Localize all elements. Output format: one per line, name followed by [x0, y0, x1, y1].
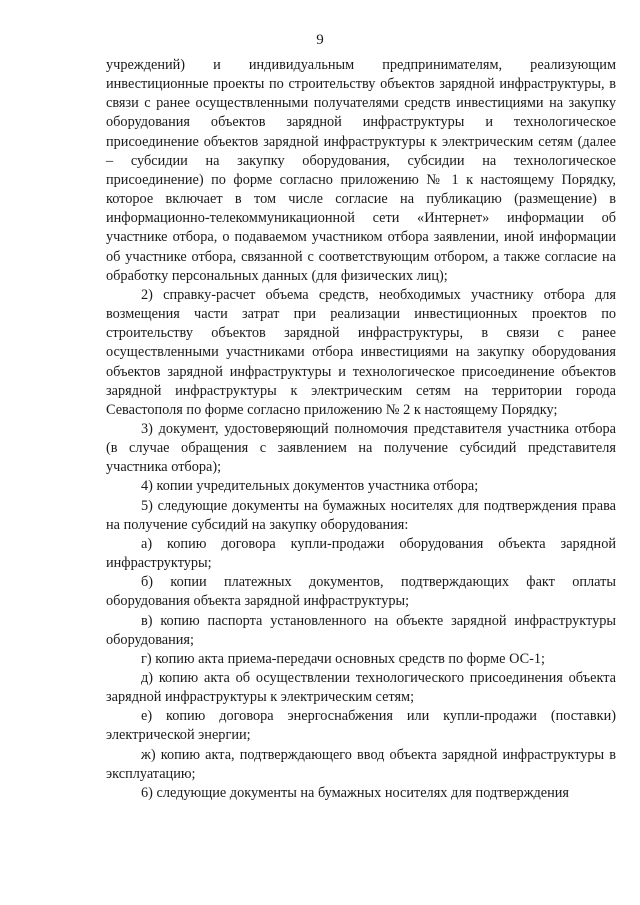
- document-body: [106, 56, 616, 803]
- paragraph-item-6: 6) следующие документы на бумажных носителях для подтверждения: [141, 784, 569, 801]
- subitem-a: а) копию договора купли-продажи оборудования объекта зарядной инфраструктуры;: [106, 535, 616, 572]
- subitem-d: д) копию акта об осуществлении технологического присоединения объекта зарядной инфраструктуры к электрическим сетям;: [106, 670, 616, 706]
- paragraph-item-5: 5) следующие документы на бумажных носителях для подтверждения права на получение субсидий на закупку оборудования:: [106, 497, 616, 533]
- paragraph-continuation: учреждений) и индивидуальным предпринимателям, реализующим инвестиционные проекты по строительству объектов зарядной инфраструктуры, в связи с ранее осуществленными получателями средств инвестициями на закупку оборудования объектов зарядной инфраструктуры и технологическое присоединение объектов зарядной инфраструктуры к электрическим сетям (далее – субсидии на закупку оборудования, субсидии на технологическое присоединение) по форме согласно приложению № 1 к настоящему Порядку, которое включает в том числе согласие на публикацию (размещение) в информационно-телекоммуникационной сети «Интернет» информации об участнике отбора, о подаваемом участником отбора заявлении, иной информации об участнике отбора, связанной с соответствующим отбором, а также согласие на обработку персональных данных (для физических лиц);: [106, 57, 616, 284]
- subitem-b: б) копии платежных документов, подтверждающих факт оплаты оборудования объекта зарядной инфраструктуры;: [106, 574, 616, 610]
- paragraph-item-3: 3) документ, удостоверяющий полномочия представителя участника отбора (в случае обращения с заявлением на получение субсидий представителя участника отбора);: [106, 420, 616, 476]
- paragraph-item-4: 4) копии учредительных документов участника отбора;: [141, 478, 479, 495]
- subitem-e: е) копию договора энергоснабжения или купли-продажи (поставки) электрической энергии;: [106, 708, 616, 744]
- paragraph-item-2: 2) справку-расчет объема средств, необходимых участнику отбора для возмещения части затрат при реализации инвестиционных проектов по строительству объектов зарядной инфраструктуры, в связи с ранее осуществленными участниками отбора инвестициями на закупку оборудования объектов зарядной инфраструктуры и технологическое присоединение объектов зарядной инфраструктуры к электрическим сетям на территории города Севастополя по форме согласно приложению № 2 к настоящему Порядку;: [106, 286, 616, 418]
- subitem-g: г) копию акта приема-передачи основных средств по форме ОС-1;: [141, 650, 546, 667]
- subitem-v: в) копию паспорта установленного на объекте зарядной инфраструктуры оборудования;: [106, 612, 616, 648]
- subitem-zh: ж) копию акта, подтверждающего ввод объекта зарядной инфраструктуры в эксплуатацию;: [106, 746, 616, 782]
- page-number: 9: [316, 32, 324, 48]
